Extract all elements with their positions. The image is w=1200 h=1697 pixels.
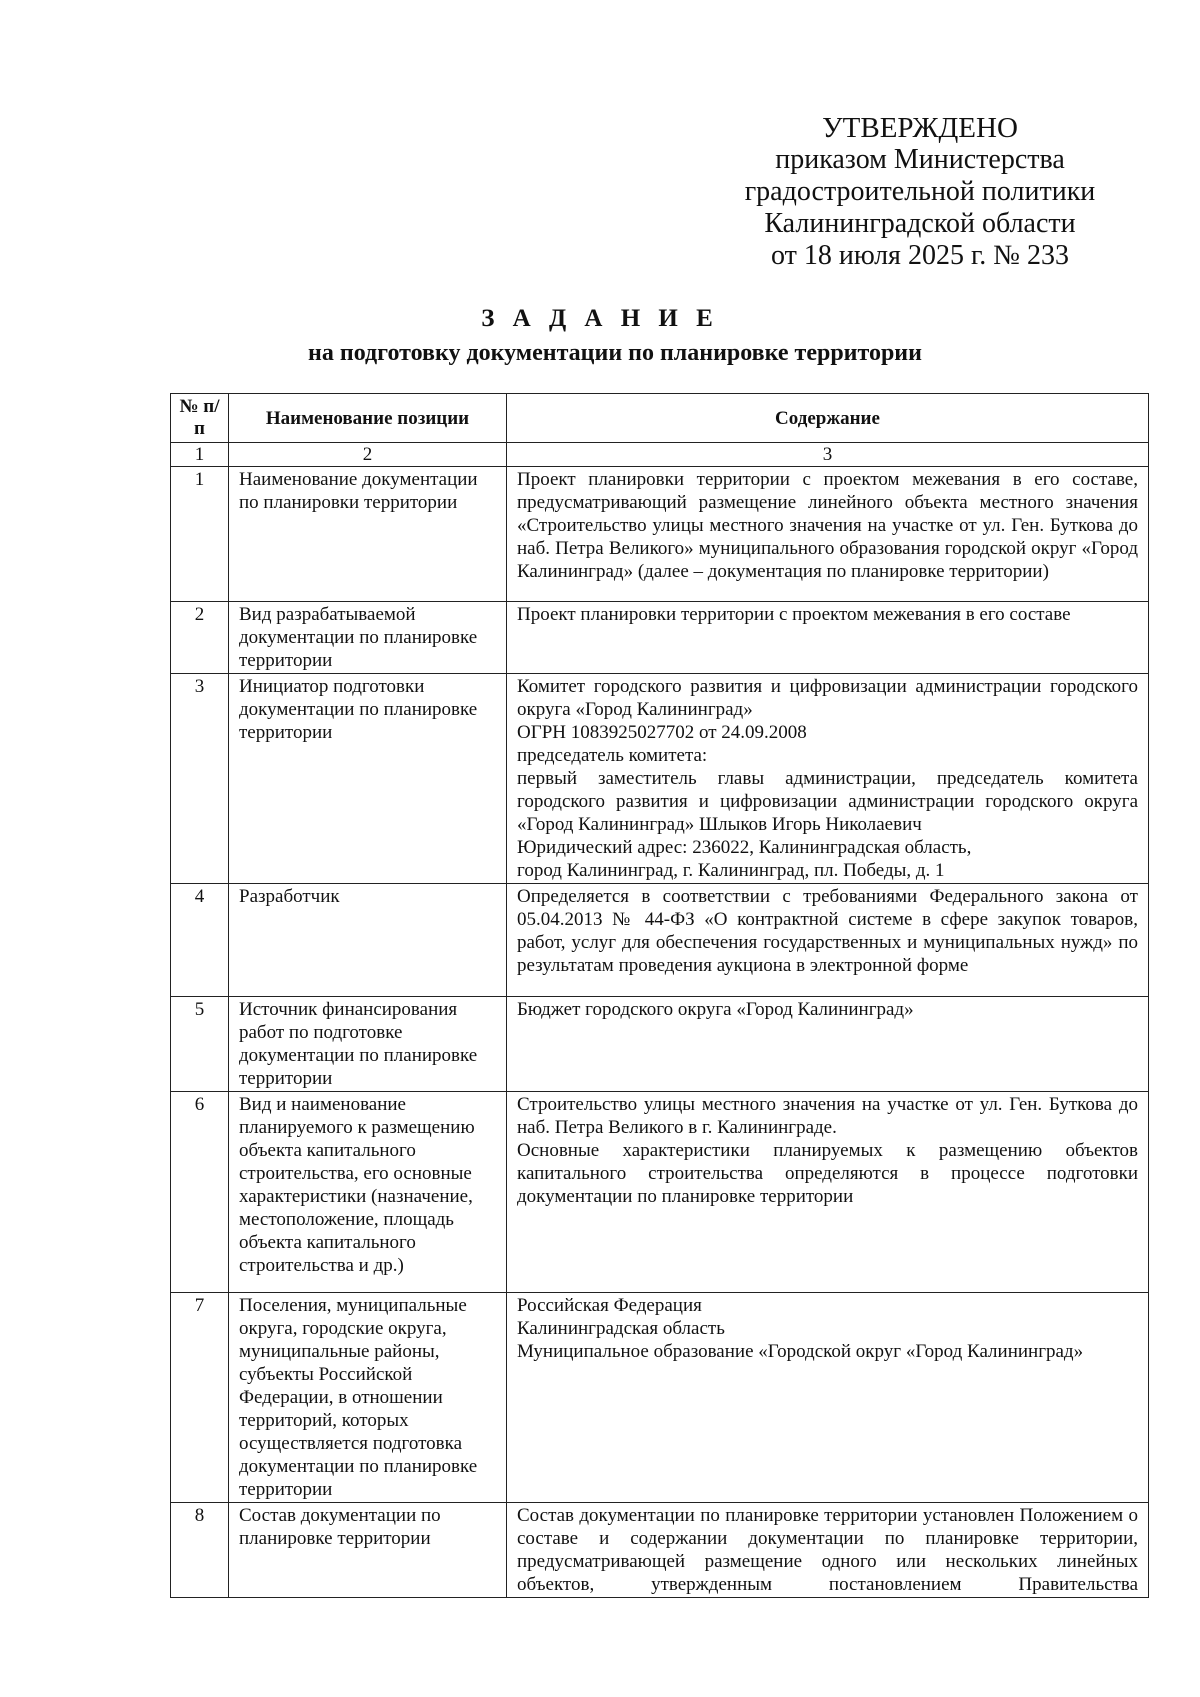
content-line: город Калининград, г. Калининград, пл. Победы, д. 1 — [517, 860, 945, 881]
content-line: ОГРН 1083925027702 от 24.09.2008 — [517, 722, 807, 743]
row-number: 7 — [171, 1293, 229, 1503]
row-name: Вид и наименование планируемого к размещению объекта капитального строительства, его основные характеристики (назначение, местоположение, площадь объекта капитального строительства и др.) — [229, 1092, 507, 1293]
content-line: председатель комитета: — [517, 745, 708, 766]
approval-line: приказом Министерства — [775, 144, 1065, 175]
content-line: Российская Федерация — [517, 1295, 702, 1316]
header-name: Наименование позиции — [229, 394, 507, 443]
header-content: Содержание — [507, 394, 1149, 443]
content-line: Строительство улицы местного значения на участке от ул. Ген. Буткова до наб. Петра Великого в г. Калининграде. — [517, 1094, 1138, 1138]
row-content — [507, 1293, 1149, 1503]
row-name: Состав документации по планировке территории — [229, 1503, 507, 1598]
table-row — [171, 1092, 1149, 1293]
row-name: Наименование документации по планировки территории — [229, 467, 507, 602]
row-name: Вид разрабатываемой документации по планировке территории — [229, 602, 507, 674]
table-row — [171, 1293, 1149, 1503]
content-line: Калининградская область — [517, 1318, 725, 1339]
table-index-row — [171, 443, 1149, 467]
approval-line: Калининградской области — [764, 208, 1076, 239]
index-cell: 1 — [171, 443, 229, 467]
table-row — [171, 884, 1149, 997]
index-cell: 3 — [507, 443, 1149, 467]
content-line: Юридический адрес: 236022, Калининградская область, — [517, 837, 972, 858]
approval-line: от 18 июля 2025 г. № 233 — [771, 240, 1069, 271]
header-num: № п/п — [171, 394, 229, 443]
document-title: З А Д А Н И Е — [481, 305, 719, 332]
row-number: 8 — [171, 1503, 229, 1598]
document-title-block — [0, 302, 1200, 370]
row-content: Бюджет городского округа «Город Калининград» — [507, 997, 1149, 1092]
row-content: Состав документации по планировке территории установлен Положением о составе и содержании документации по планировке территории, предусматривающей размещение одного или нескольких линейных объектов, утвержденным постановлением Правительства — [507, 1503, 1149, 1598]
row-name: Поселения, муниципальные округа, городские округа, муниципальные районы, субъекты Российской Федерации, в отношении территорий, которых осуществляется подготовка документации по планировке территории — [229, 1293, 507, 1503]
content-line: Основные характеристики планируемых к размещению объектов капитального строительства определяются в процессе подготовки документации по планировке территории — [517, 1140, 1138, 1207]
row-number: 2 — [171, 602, 229, 674]
row-content — [507, 674, 1149, 884]
row-content: Проект планировки территории с проектом межевания в его составе, предусматривающий размещение линейного объекта местного значения «Строительство улицы местного значения на участке от ул. Ген. Буткова до наб. Петра Великого» муниципального образования городской округ «Город Калининград» (далее – документация по планировке территории) — [507, 467, 1149, 602]
row-number: 3 — [171, 674, 229, 884]
content-line: Муниципальное образование «Городской округ «Город Калининград» — [517, 1341, 1084, 1362]
table-row — [171, 674, 1149, 884]
row-content: Определяется в соответствии с требованиями Федерального закона от 05.04.2013 № 44-ФЗ «О контрактной системе в сфере закупок товаров, работ, услуг для обеспечения государственных и муниципальных нужд» по результатам проведения аукциона в электронной форме — [507, 884, 1149, 997]
table-row — [171, 997, 1149, 1092]
task-table — [170, 393, 1149, 1598]
row-name: Инициатор подготовки документации по планировке территории — [229, 674, 507, 884]
row-number: 6 — [171, 1092, 229, 1293]
row-content — [507, 1092, 1149, 1293]
row-name: Разработчик — [229, 884, 507, 997]
row-number: 4 — [171, 884, 229, 997]
row-number: 1 — [171, 467, 229, 602]
row-content: Проект планировки территории с проектом межевания в его составе — [507, 602, 1149, 674]
row-number: 5 — [171, 997, 229, 1092]
index-cell: 2 — [229, 443, 507, 467]
table-row — [171, 602, 1149, 674]
table-row — [171, 467, 1149, 602]
content-line: первый заместитель главы администрации, председатель комитета городского развития и цифровизации администрации городского округа «Город Калининград» Шлыков Игорь Николаевич — [517, 768, 1138, 835]
table-row — [171, 1503, 1149, 1598]
table-header-row — [171, 394, 1149, 443]
approval-heading: УТВЕРЖДЕНО — [822, 112, 1018, 144]
approval-line: градостроительной политики — [744, 176, 1096, 207]
row-name: Источник финансирования работ по подготовке документации по планировке территории — [229, 997, 507, 1092]
approval-stamp — [740, 112, 1100, 272]
content-line: Комитет городского развития и цифровизации администрации городского округа «Город Калининград» — [517, 676, 1138, 720]
document-subtitle: на подготовку документации по планировке территории — [308, 340, 922, 366]
